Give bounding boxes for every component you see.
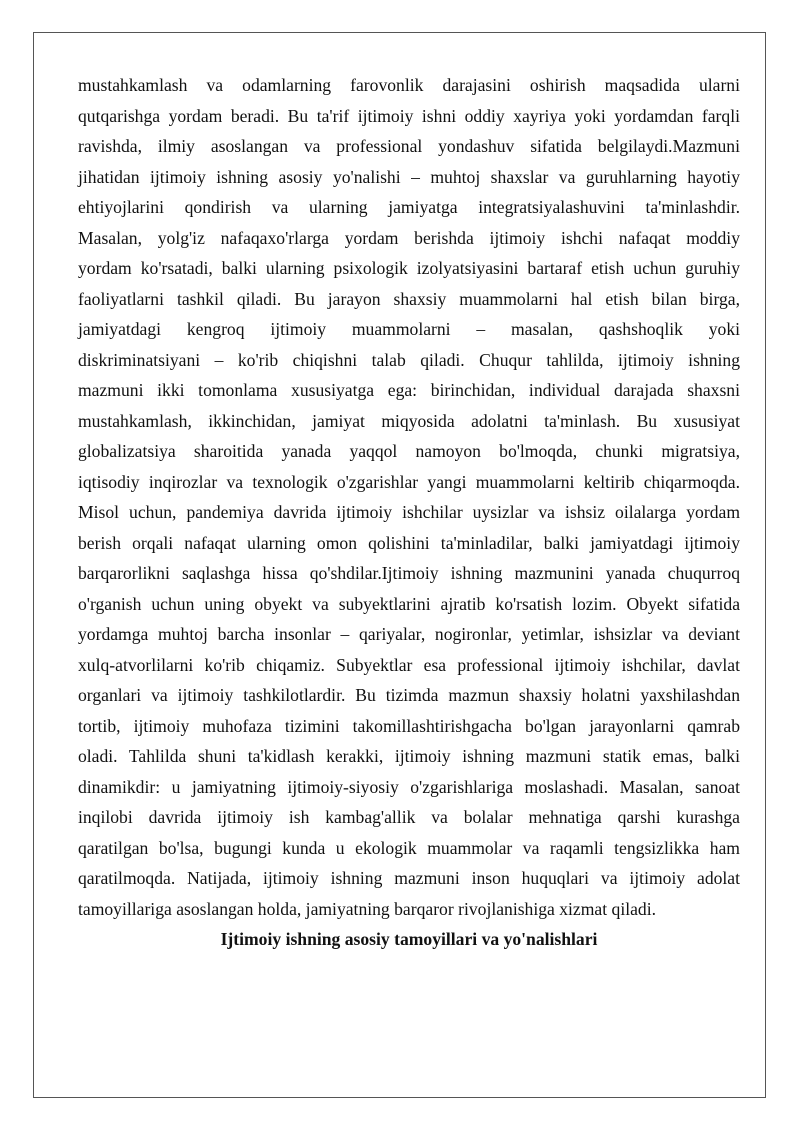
body-line: xulq-atvorlilarni ko'rib chiqamiz. Subyektlar esa professional ijtimoiy ishchilar, davlat xyxy=(78,654,740,675)
section-heading: Ijtimoiy ishning asosiy tamoyillari va yo'nalishlari xyxy=(220,929,598,949)
body-line: iqtisodiy inqirozlar va texnologik o'zgarishlar yangi muammolarni keltirib chiqarmoqda. xyxy=(78,471,740,492)
body-line: yordam ko'rsatadi, balki ularning psixologik izolyatsiyasini bartaraf etish uchun guruhiy xyxy=(78,258,740,278)
body-line: jihatidan ijtimoiy ishning asosiy yo'nalishi – muhtoj shaxslar va guruhlarning hayotiy xyxy=(78,166,740,187)
body-line: mazmuni ikki tomonlama xususiyatga ega: birinchidan, individual darajada shaxsni xyxy=(78,380,740,400)
body-line: organlari va ijtimoiy tashkilotlardir. Bu tizimda mazmun shaxsiy holatni yaxshilashdan xyxy=(78,685,740,705)
body-line: mustahkamlash va odamlarning farovonlik darajasini oshirish maqsadida ularni xyxy=(78,75,740,95)
body-line-last: tamoyillariga asoslangan holda, jamiyatning barqaror rivojlanishiga xizmat qiladi. xyxy=(78,898,656,919)
document-body xyxy=(78,70,740,955)
body-line: qaratilgan bo'lsa, bugungi kunda u ekologik muammolar va raqamli tengsizlikka ham xyxy=(78,837,740,858)
body-line: ravishda, ilmiy asoslangan va professional yondashuv sifatida belgilaydi.Mazmuni xyxy=(78,136,740,156)
body-line: Masalan, yolg'iz nafaqaxo'rlarga yordam berishda ijtimoiy ishchi nafaqat moddiy xyxy=(78,227,740,248)
body-line: ehtiyojlarini qondirish va ularning jamiyatga integratsiyalashuvini ta'minlashdir. xyxy=(78,197,740,217)
body-line: tortib, ijtimoiy muhofaza tizimini takomillashtirishgacha bo'lgan jarayonlarni qamrab xyxy=(78,715,740,736)
body-line: dinamikdir: u jamiyatning ijtimoiy-siyosiy o'zgarishlariga moslashadi. Masalan, sanoat xyxy=(78,776,740,797)
body-line: mustahkamlash, ikkinchidan, jamiyat miqyosida adolatni ta'minlash. Bu xususiyat xyxy=(78,410,740,431)
body-line: globalizatsiya sharoitida yanada yaqqol namoyon bo'lmoqda, chunki migratsiya, xyxy=(78,441,740,461)
body-line: diskriminatsiyani – ko'rib chiqishni talab qiladi. Chuqur tahlilda, ijtimoiy ishning xyxy=(78,349,740,370)
body-line: oladi. Tahlilda shuni ta'kidlash kerakki, ijtimoiy ishning mazmuni statik emas, balki xyxy=(78,746,740,766)
body-line: berish orqali nafaqat ularning omon qolishini ta'minladilar, balki jamiyatdagi ijtimoiy xyxy=(78,532,740,553)
body-line: yordamga muhtoj barcha insonlar – qariyalar, nogironlar, yetimlar, ishsizlar va deviant xyxy=(78,624,740,644)
body-line: jamiyatdagi kengroq ijtimoiy muammolarni – masalan, qashshoqlik yoki xyxy=(78,319,740,339)
body-line: qutqarishga yordam beradi. Bu ta'rif ijtimoiy ishni oddiy xayriya yoki yordamdan farqli xyxy=(78,105,740,126)
body-line: qaratilmoqda. Natijada, ijtimoiy ishning mazmuni inson huquqlari va ijtimoiy adolat xyxy=(78,868,740,888)
body-line: o'rganish uchun uning obyekt va subyektlarini ajratib ko'rsatish lozim. Obyekt sifatida xyxy=(78,593,740,614)
body-line: barqarorlikni saqlashga hissa qo'shdilar.Ijtimoiy ishning mazmunini yanada chuqurroq xyxy=(78,563,740,583)
body-line: inqilobi davrida ijtimoiy ish kambag'allik va bolalar mehnatiga qarshi kurashga xyxy=(78,807,740,827)
body-line: faoliyatlarni tashkil qiladi. Bu jarayon shaxsiy muammolarni hal etish bilan birga, xyxy=(78,288,740,309)
body-line: Misol uchun, pandemiya davrida ijtimoiy ishchilar uysizlar va ishsiz oilalarga yordam xyxy=(78,502,740,522)
